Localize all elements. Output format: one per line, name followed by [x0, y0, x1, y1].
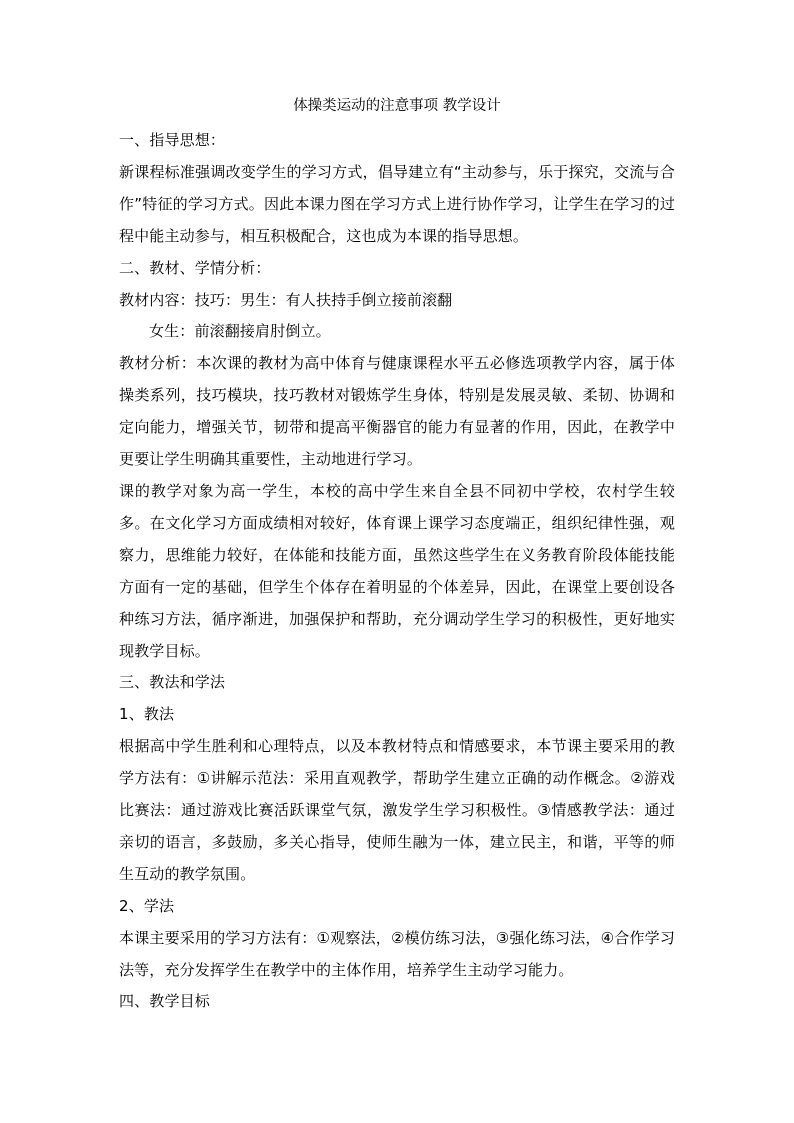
section-heading-methods: 三、教法和学法 [119, 673, 226, 692]
document-body [119, 125, 675, 1018]
paragraph-material-content-female: 女生：前滚翻接肩肘倒立。 [149, 322, 331, 341]
section-heading-guiding-thought: 一、指导思想： [119, 131, 226, 149]
subheading-teaching-methods: 1、教法 [119, 705, 175, 724]
paragraph-material-content-male: 教材内容：技巧：男生：有人扶持手倒立接前滚翻 [119, 290, 453, 309]
section-heading-material-analysis: 二、教材、学情分析： [119, 258, 271, 277]
document-title: 体操类运动的注意事项 教学设计 [293, 98, 501, 114]
paragraph-student-analysis: 课的教学对象为高一学生，本校的高中学生来自全县不同初中学校，农村学生较多。在文化学习方面成绩相对较好，体育课上课学习态度端正，组织纪律性强，观察力，思维能力较好，在体能和技能方面，虽然这些学生在义务教育阶段体能技能方面有一定的基础，但学生个体存在着明显的个体差异，因此，在课堂上要创设各种练习方法，循序渐进，加强保护和帮助，充分调动学生学习的积极性，更好地实现教学目标。 [119, 481, 675, 660]
paragraph-material-analysis: 教材分析：本次课的教材为高中体育与健康课程水平五必修选项教学内容，属于体操类系列，技巧模块，技巧教材对锻炼学生身体，特别是发展灵敏、柔韧、协调和定向能力，增强关节，韧带和提高平衡器官的能力有显著的作用，因此，在教学中更要让学生明确其重要性，主动地进行学习。 [119, 354, 675, 469]
paragraph-learning-methods: 本课主要采用的学习方法有：①观察法，②模仿练习法，③强化练习法，④合作学习法等，充分发挥学生在教学中的主体作用，培养学生主动学习能力。 [119, 928, 675, 979]
subheading-learning-methods: 2、学法 [119, 896, 175, 915]
paragraph-teaching-methods: 根据高中学生胜利和心理特点，以及本教材特点和情感要求，本节课主要采用的教学方法有：①讲解示范法：采用直观教学，帮助学生建立正确的动作概念。②游戏比赛法：通过游戏比赛活跃课堂气氛，激发学生学习积极性。③情感教学法：通过亲切的语言，多鼓励，多关心指导，使师生融为一体，建立民主，和谐，平等的师生互动的教学氛围。 [119, 737, 675, 883]
section-heading-teaching-goals: 四、教学目标 [119, 992, 210, 1011]
document-page [119, 0, 675, 1123]
paragraph-guiding-thought: 新课程标准强调改变学生的学习方式，倡导建立有“主动参与，乐于探究，交流与合作”特征的学习方式。因此本课力图在学习方式上进行协作学习，让学生在学习的过程中能主动参与，相互积极配合，这也成为本课的指导思想。 [119, 162, 675, 245]
